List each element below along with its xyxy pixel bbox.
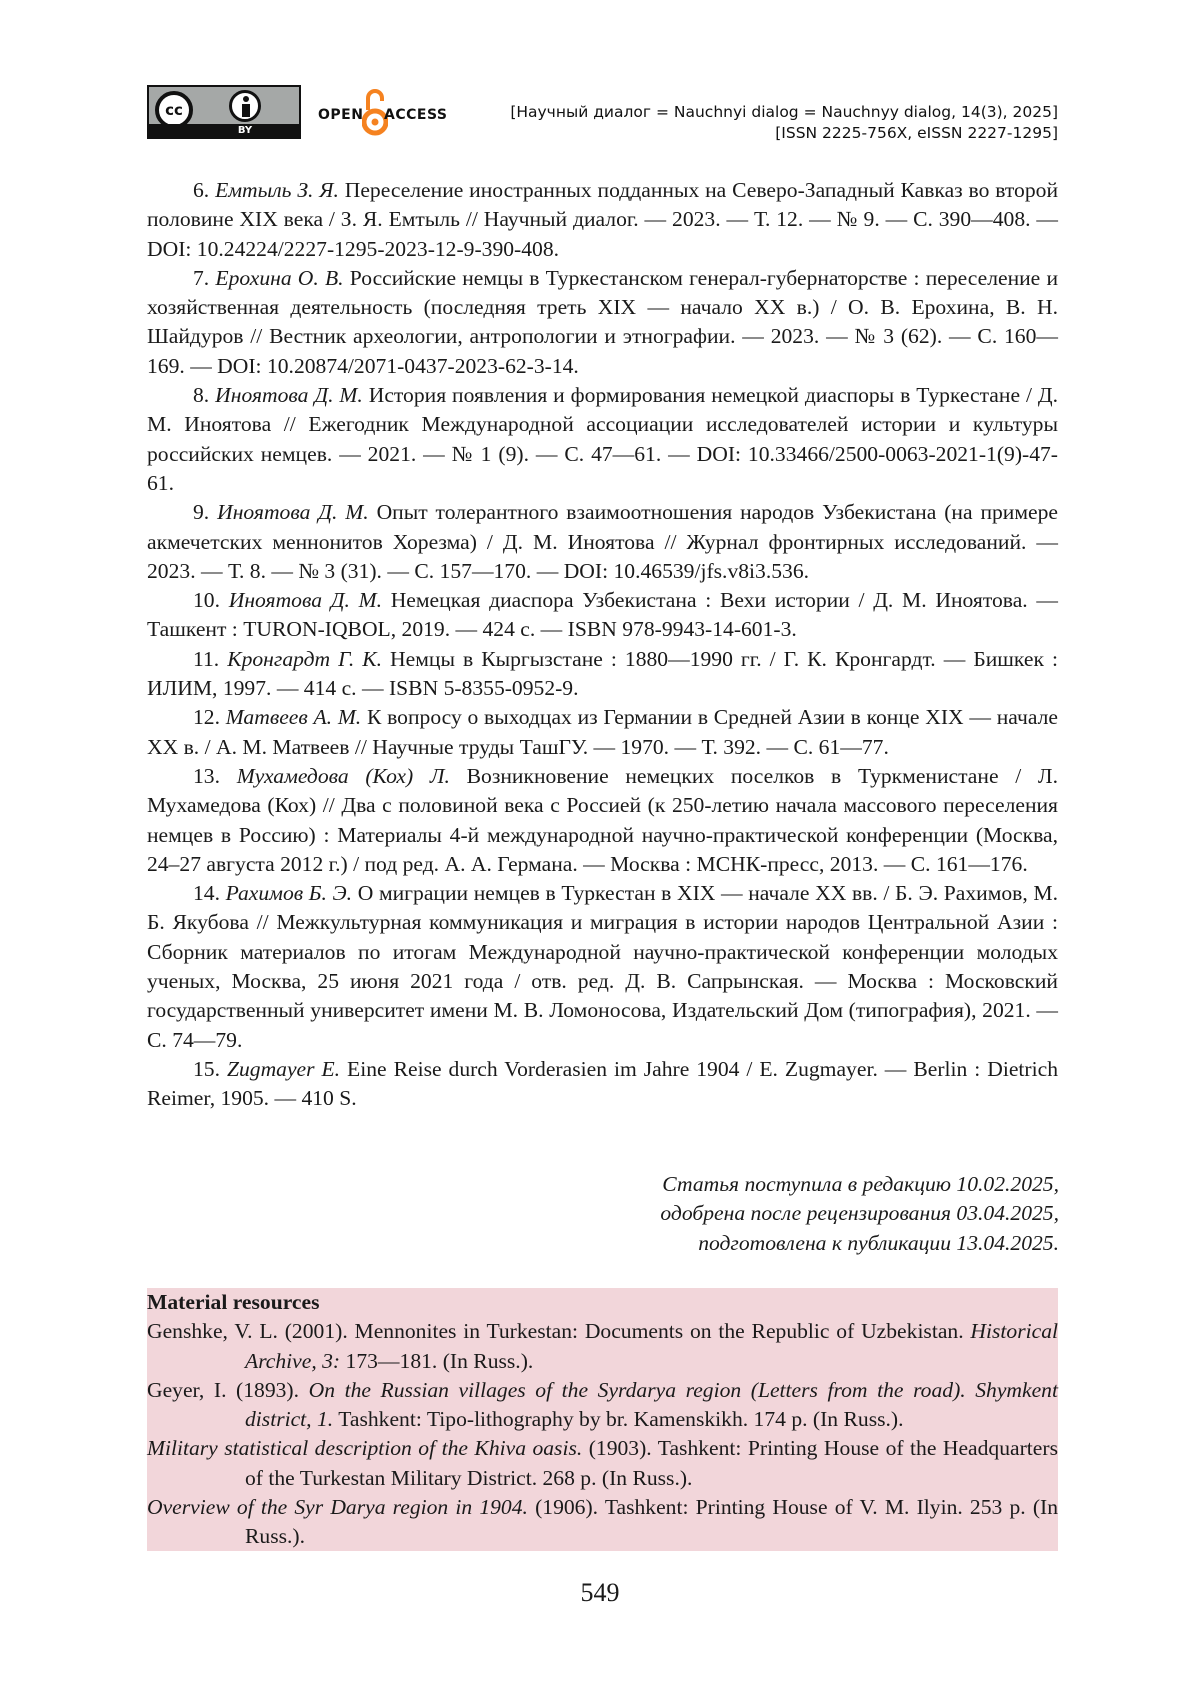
- material-resource-item: Military statistical description of the Khiva oasis. (1903). Tashkent: Printing House of the Headquarters of the Turkestan Military District. 268 p. (In Russ.).: [147, 1436, 1058, 1490]
- reference-list: [147, 176, 1058, 1114]
- received-date: Статья поступила в редакцию 10.02.2025,: [662, 1172, 1059, 1196]
- open-access-text-open: OPEN: [318, 107, 364, 123]
- reference-item: 11. Кронгардт Г. К. Немцы в Кыргызстане : 1880—1990 гг. / Г. К. Кронгардт. — Бишкек : ИЛИМ, 1997. — 414 с. — ISBN 5-8355-0952-9.: [147, 646, 1058, 701]
- open-access-text-access: ACCESS: [384, 107, 448, 123]
- prepared-date: подготовлена к публикации 13.04.2025.: [698, 1230, 1059, 1255]
- reference-item: 7. Ерохина О. В. Российские немцы в Туркестанском генерал-губернаторстве : переселение и хозяйственная деятельность (последняя треть XIX — начало XX в.) / О. В. Ерохина, В. Н. Шайдуров // Вестник археологии, антропологии и этнографии. — 2023. — № 3 (62). — С. 160—169. — DOI: 10.20874/2071-0437-2023-62-3-14.: [147, 265, 1059, 378]
- reference-item: 9. Иноятова Д. М. Опыт толерантного взаимоотношения народов Узбекистана (на примере акмечетских меннонитов Хорезма) / Д. М. Иноятова // Журнал фронтирных исследований. — 2023. — Т. 8. — № 3 (31). — С. 157—170. — DOI: 10.46539/jfs.v8i3.536.: [147, 500, 1058, 583]
- cc-by-license-icon[interactable]: [147, 85, 301, 139]
- reference-item: 14. Рахимов Б. Э. О миграции немцев в Туркестан в XIX — начале XX вв. / Б. Э. Рахимов, М. Б. Якубова // Межкультурная коммуникация и миграция в истории народов Центральной Азии : Сборник материалов по итогам Международной научно-практической конференции молодых ученых, Москва, 25 июня 2021 года / отв. ред. Д. В. Сапрынская. — Москва : Московский государственный университет имени М. В. Ломоносова, Издательский Дом (типография), 2021. — С. 74—79.: [147, 881, 1058, 1052]
- cc-icon: cc: [155, 91, 193, 129]
- material-resources-section: [147, 1288, 1058, 1551]
- reference-item: 8. Иноятова Д. М. История появления и формирования немецкой диаспоры в Туркестане / Д. М. Иноятова // Ежегодник Международной ассоциации исследователей истории и культуры российских немцев. — 2021. — № 1 (9). — С. 47—61. — DOI: 10.33466/2500-0063-2021-1(9)-47-61.: [147, 383, 1059, 495]
- material-resources-heading: Material resources: [147, 1290, 320, 1314]
- reference-item: 13. Мухамедова (Кох) Л. Возникновение немецких поселков в Туркменистане / Л. Мухамедова (Кох) // Два с половиной века с Россией (к 250-летию начала массового переселения немцев в Россию) : Материалы 4-й международной научно-практической конференции (Москва, 24–27 августа 2012 г.) / под ред. А. А. Германа. — Москва : МСНК-пресс, 2013. — С. 161—176.: [147, 763, 1058, 876]
- journal-issn-line: [ISSN 2225-756X, eISSN 2227-1295]: [775, 124, 1058, 142]
- license-label: BY: [149, 124, 299, 137]
- reference-item: 12. Матвеев А. М. К вопросу о выходцах из Германии в Средней Азии в конце XIX — начале XX в. / А. М. Матвеев // Научные труды ТашГУ. — 1970. — Т. 392. — С. 61—77.: [147, 705, 1058, 759]
- reference-item: 10. Иноятова Д. М. Немецкая диаспора Узбекистана : Вехи истории / Д. М. Иноятова. — Ташкент : TURON-IQBOL, 2019. — 424 с. — ISBN 978-9943-14-601-3.: [147, 588, 1058, 642]
- attribution-icon: [229, 90, 261, 122]
- journal-reference: [510, 102, 1058, 144]
- reference-item: 6. Емтыль З. Я. Переселение иностранных подданных на Северо-Западный Кавказ во второй половине XIX века / З. Я. Емтыль // Научный диалог. — 2023. — Т. 12. — № 9. — С. 390—408. — DOI: 10.24224/2227-1295-2023-12-9-390-408.: [147, 178, 1058, 261]
- approved-date: одобрена после рецензирования 03.04.2025,: [660, 1201, 1059, 1226]
- reference-item: 15. Zugmayer E. Eine Reise durch Vorderasien im Jahre 1904 / E. Zugmayer. — Berlin : Dietrich Reimer, 1905. — 410 S.: [147, 1056, 1058, 1111]
- page-number: 549: [580, 1578, 620, 1607]
- material-resource-item: Geyer, I. (1893). On the Russian villages of the Syrdarya region (Letters from the road). Shymkent district, 1. Tashkent: Tipo-lithography by br. Kamenskikh. 174 p. (In Russ.).: [147, 1377, 1058, 1432]
- journal-title-line: [Научный диалог = Nauchnyi dialog = Nauchnyy dialog, 14(3), 2025]: [510, 103, 1058, 121]
- material-resource-item: Genshke, V. L. (2001). Mennonites in Turkestan: Documents on the Republic of Uzbekistan. Historical Archive, 3: 173—181. (In Russ.).: [147, 1319, 1058, 1373]
- article-dates: [459, 1170, 1059, 1258]
- material-resource-item: Overview of the Syr Darya region in 1904. (1906). Tashkent: Printing House of V. M. Ilyin. 253 p. (In Russ.).: [147, 1495, 1058, 1549]
